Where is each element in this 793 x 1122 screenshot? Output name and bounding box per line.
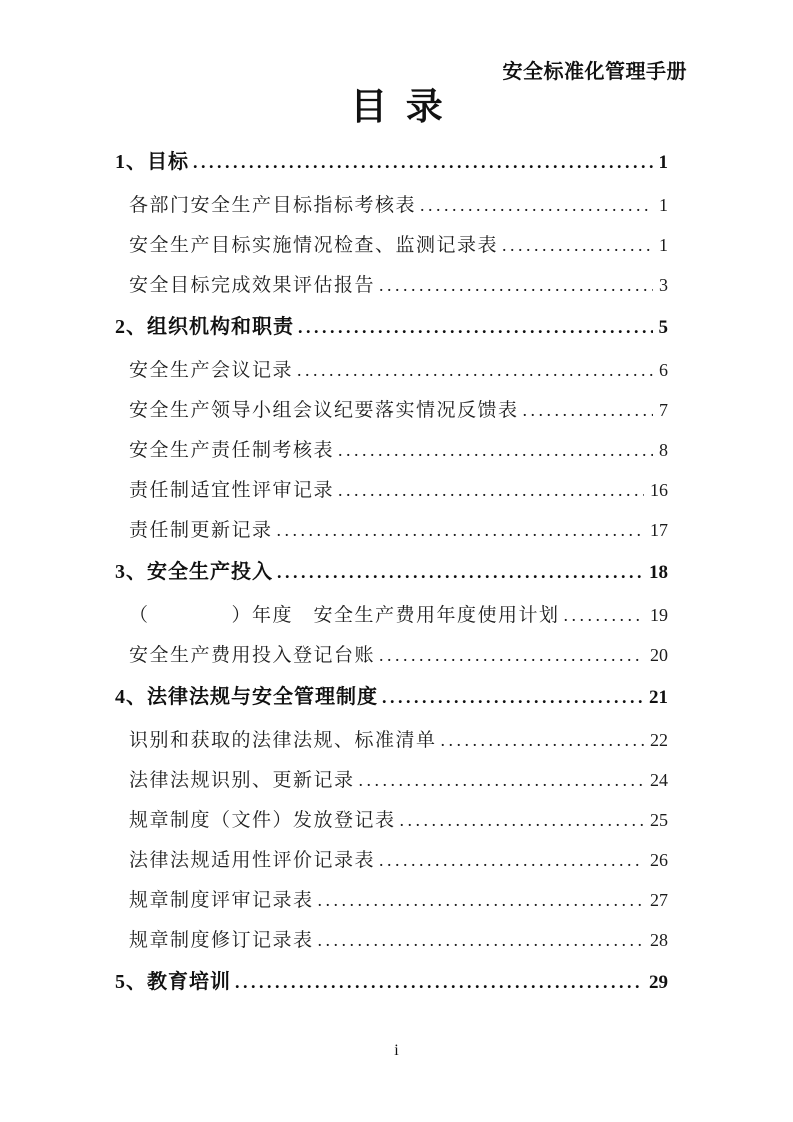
toc-entry-label: 安全生产费用投入登记台账 [129,645,376,666]
toc-page-number: 19 [650,605,668,625]
toc-entry-label: （ ）年度 安全生产费用年度使用计划 [129,605,560,626]
toc-entry-row[interactable] [115,920,668,960]
toc-list [115,140,668,1005]
toc-entry-row[interactable] [115,635,668,675]
dot-leader [235,960,643,1005]
dot-leader [297,350,653,391]
toc-page-number: 17 [650,520,668,540]
toc-entry-label: 规章制度修订记录表 [129,930,314,951]
toc-entry-label: 安全生产责任制考核表 [129,440,335,461]
dot-leader [338,470,644,511]
toc-page-number: 20 [650,645,668,665]
dot-leader [359,760,644,801]
dot-leader [564,595,644,636]
dot-leader [298,305,653,350]
toc-chapter-row[interactable] [115,305,668,350]
toc-chapter-row[interactable] [115,140,668,185]
toc-entry-label: 识别和获取的法律法规、标准清单 [129,730,437,751]
toc-entry-label: 责任制更新记录 [129,520,273,541]
toc-entry-row[interactable] [115,265,668,305]
toc-page-number: 6 [659,360,668,380]
toc-entry-label: 安全生产会议记录 [129,360,294,381]
toc-entry-label: 2、组织机构和职责 [115,316,294,338]
toc-entry-label: 1、目标 [115,151,189,173]
toc-entry-row[interactable] [115,800,668,840]
toc-page-number: 25 [650,810,668,830]
toc-entry-label: 安全生产领导小组会议纪要落实情况反馈表 [129,400,519,421]
toc-page-number: 1 [659,235,668,255]
dot-leader [277,510,644,551]
dot-leader [420,185,653,226]
toc-entry-row[interactable] [115,510,668,550]
toc-entry-label: 安全生产目标实施情况检查、监测记录表 [129,235,499,256]
toc-entry-row[interactable] [115,720,668,760]
toc-page-number: 16 [650,480,668,500]
toc-page-number: 21 [649,687,668,708]
dot-leader [379,635,644,676]
toc-entry-row[interactable] [115,880,668,920]
dot-leader [318,920,644,961]
toc-page-number: 7 [659,400,668,420]
toc-page-number: 27 [650,890,668,910]
toc-entry-row[interactable] [115,840,668,880]
toc-page-number: 24 [650,770,668,790]
toc-entry-row[interactable] [115,595,668,635]
dot-leader [379,265,653,306]
toc-entry-label: 规章制度（文件）发放登记表 [129,810,396,831]
toc-entry-label: 责任制适宜性评审记录 [129,480,335,501]
toc-page-number: 22 [650,730,668,750]
toc-chapter-row[interactable] [115,960,668,1005]
toc-entry-row[interactable] [115,760,668,800]
toc-entry-row[interactable] [115,225,668,265]
toc-entry-row[interactable] [115,185,668,225]
page-number-footer: i [394,1042,399,1059]
dot-leader [277,550,643,595]
dot-leader [502,225,653,266]
toc-chapter-row[interactable] [115,675,668,720]
dot-leader [523,390,653,431]
toc-page-number: 1 [659,195,668,215]
page-title: 目 录 [350,87,443,128]
toc-entry-row[interactable] [115,430,668,470]
dot-leader [400,800,644,841]
toc-page-number: 3 [659,275,668,295]
toc-chapter-row[interactable] [115,550,668,595]
dot-leader [382,675,643,720]
toc-entry-row[interactable] [115,390,668,430]
toc-page-number: 5 [658,317,668,338]
dot-leader [193,140,653,185]
toc-page-number: 8 [659,440,668,460]
toc-page-number: 28 [650,930,668,950]
toc-entry-label: 安全目标完成效果评估报告 [129,275,376,296]
toc-entry-label: 3、安全生产投入 [115,561,273,583]
toc-entry-label: 4、法律法规与安全管理制度 [115,686,378,708]
dot-leader [318,880,644,921]
toc-page-number: 18 [649,562,668,583]
toc-page-number: 1 [658,152,668,173]
toc-entry-row[interactable] [115,470,668,510]
toc-page-number: 26 [650,850,668,870]
toc-entry-label: 法律法规适用性评价记录表 [129,850,376,871]
toc-entry-label: 规章制度评审记录表 [129,890,314,911]
dot-leader [379,840,644,881]
toc-entry-label: 5、教育培训 [115,971,231,993]
toc-entry-row[interactable] [115,350,668,390]
dot-leader [338,430,653,471]
document-header-title: 安全标准化管理手册 [502,61,687,83]
toc-page-number: 29 [649,972,668,993]
toc-entry-label: 各部门安全生产目标指标考核表 [129,195,417,216]
dot-leader [441,720,644,761]
toc-entry-label: 法律法规识别、更新记录 [129,770,355,791]
